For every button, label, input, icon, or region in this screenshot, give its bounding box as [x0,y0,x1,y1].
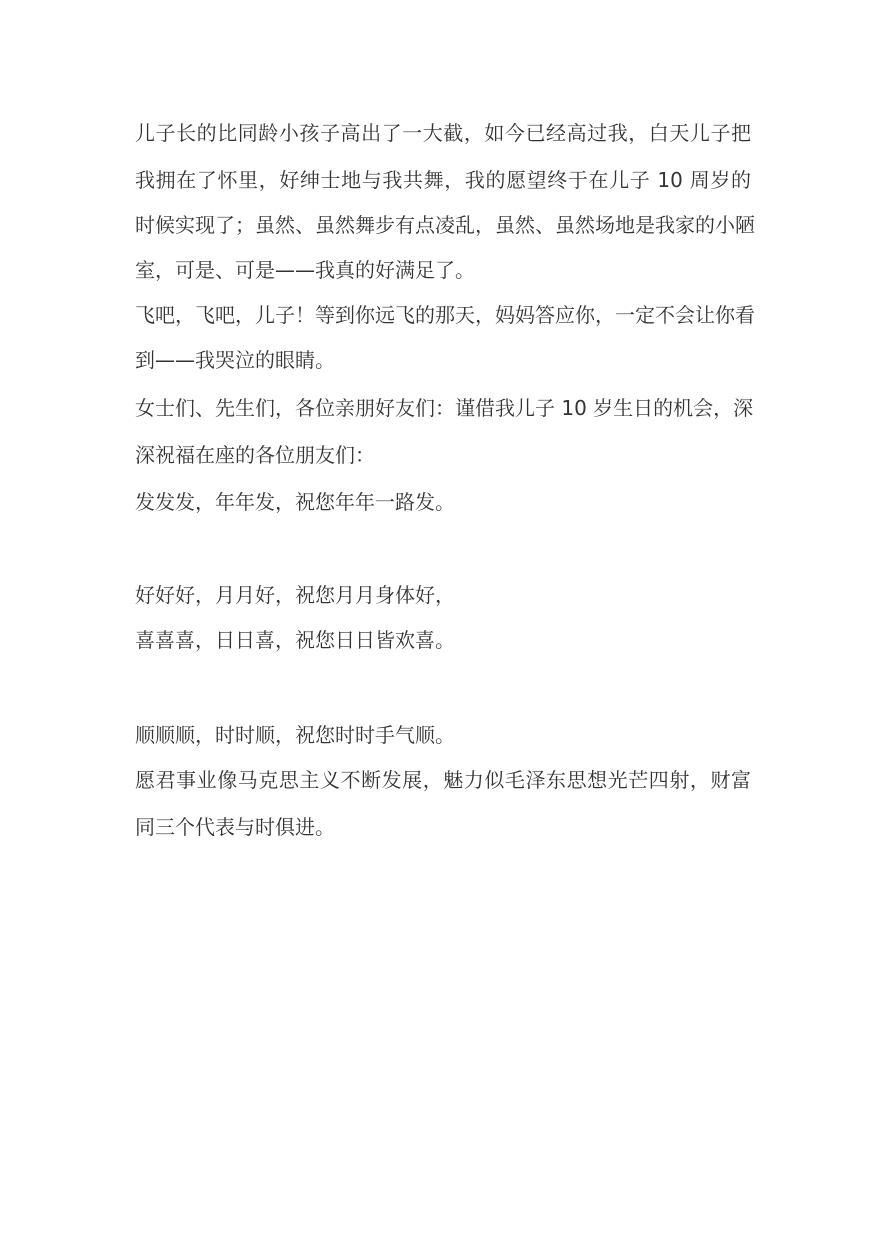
paragraph-line: 同三个代表与时俱进。 [135,815,335,839]
paragraph-line: 儿子长的比同龄小孩子高出了一大截，如今已经高过我，白天儿子把 [135,121,751,145]
paragraph-line: 到——我哭泣的眼睛。 [135,348,335,372]
paragraph-line: 愿君事业像马克思主义不断发展，魅力似毛泽东思想光芒四射，财富 [135,768,751,792]
paragraph-line: 女士们、先生们，各位亲朋好友们：谨借我儿子 10 岁生日的机会，深 [135,396,754,420]
paragraph-line: 顺顺顺，时时顺，祝您时时手气顺。 [135,723,455,747]
paragraph-line: 室，可是、可是——我真的好满足了。 [135,258,475,282]
paragraph-line: 喜喜喜，日日喜，祝您日日皆欢喜。 [135,628,455,652]
paragraph-line: 时候实现了；虽然、虽然舞步有点凌乱，虽然、虽然场地是我家的小陋 [135,213,755,237]
paragraph-line: 好好好，月月好，祝您月月身体好， [135,583,455,607]
paragraph-line: 深祝福在座的各位朋友们： [135,443,375,467]
paragraph-line: 飞吧，飞吧，儿子！等到你远飞的那天，妈妈答应你，一定不会让你看 [135,303,755,327]
paragraph-line: 我拥在了怀里，好绅士地与我共舞，我的愿望终于在儿子 10 周岁的 [135,168,751,192]
paragraph-line: 发发发，年年发，祝您年年一路发。 [135,490,455,514]
